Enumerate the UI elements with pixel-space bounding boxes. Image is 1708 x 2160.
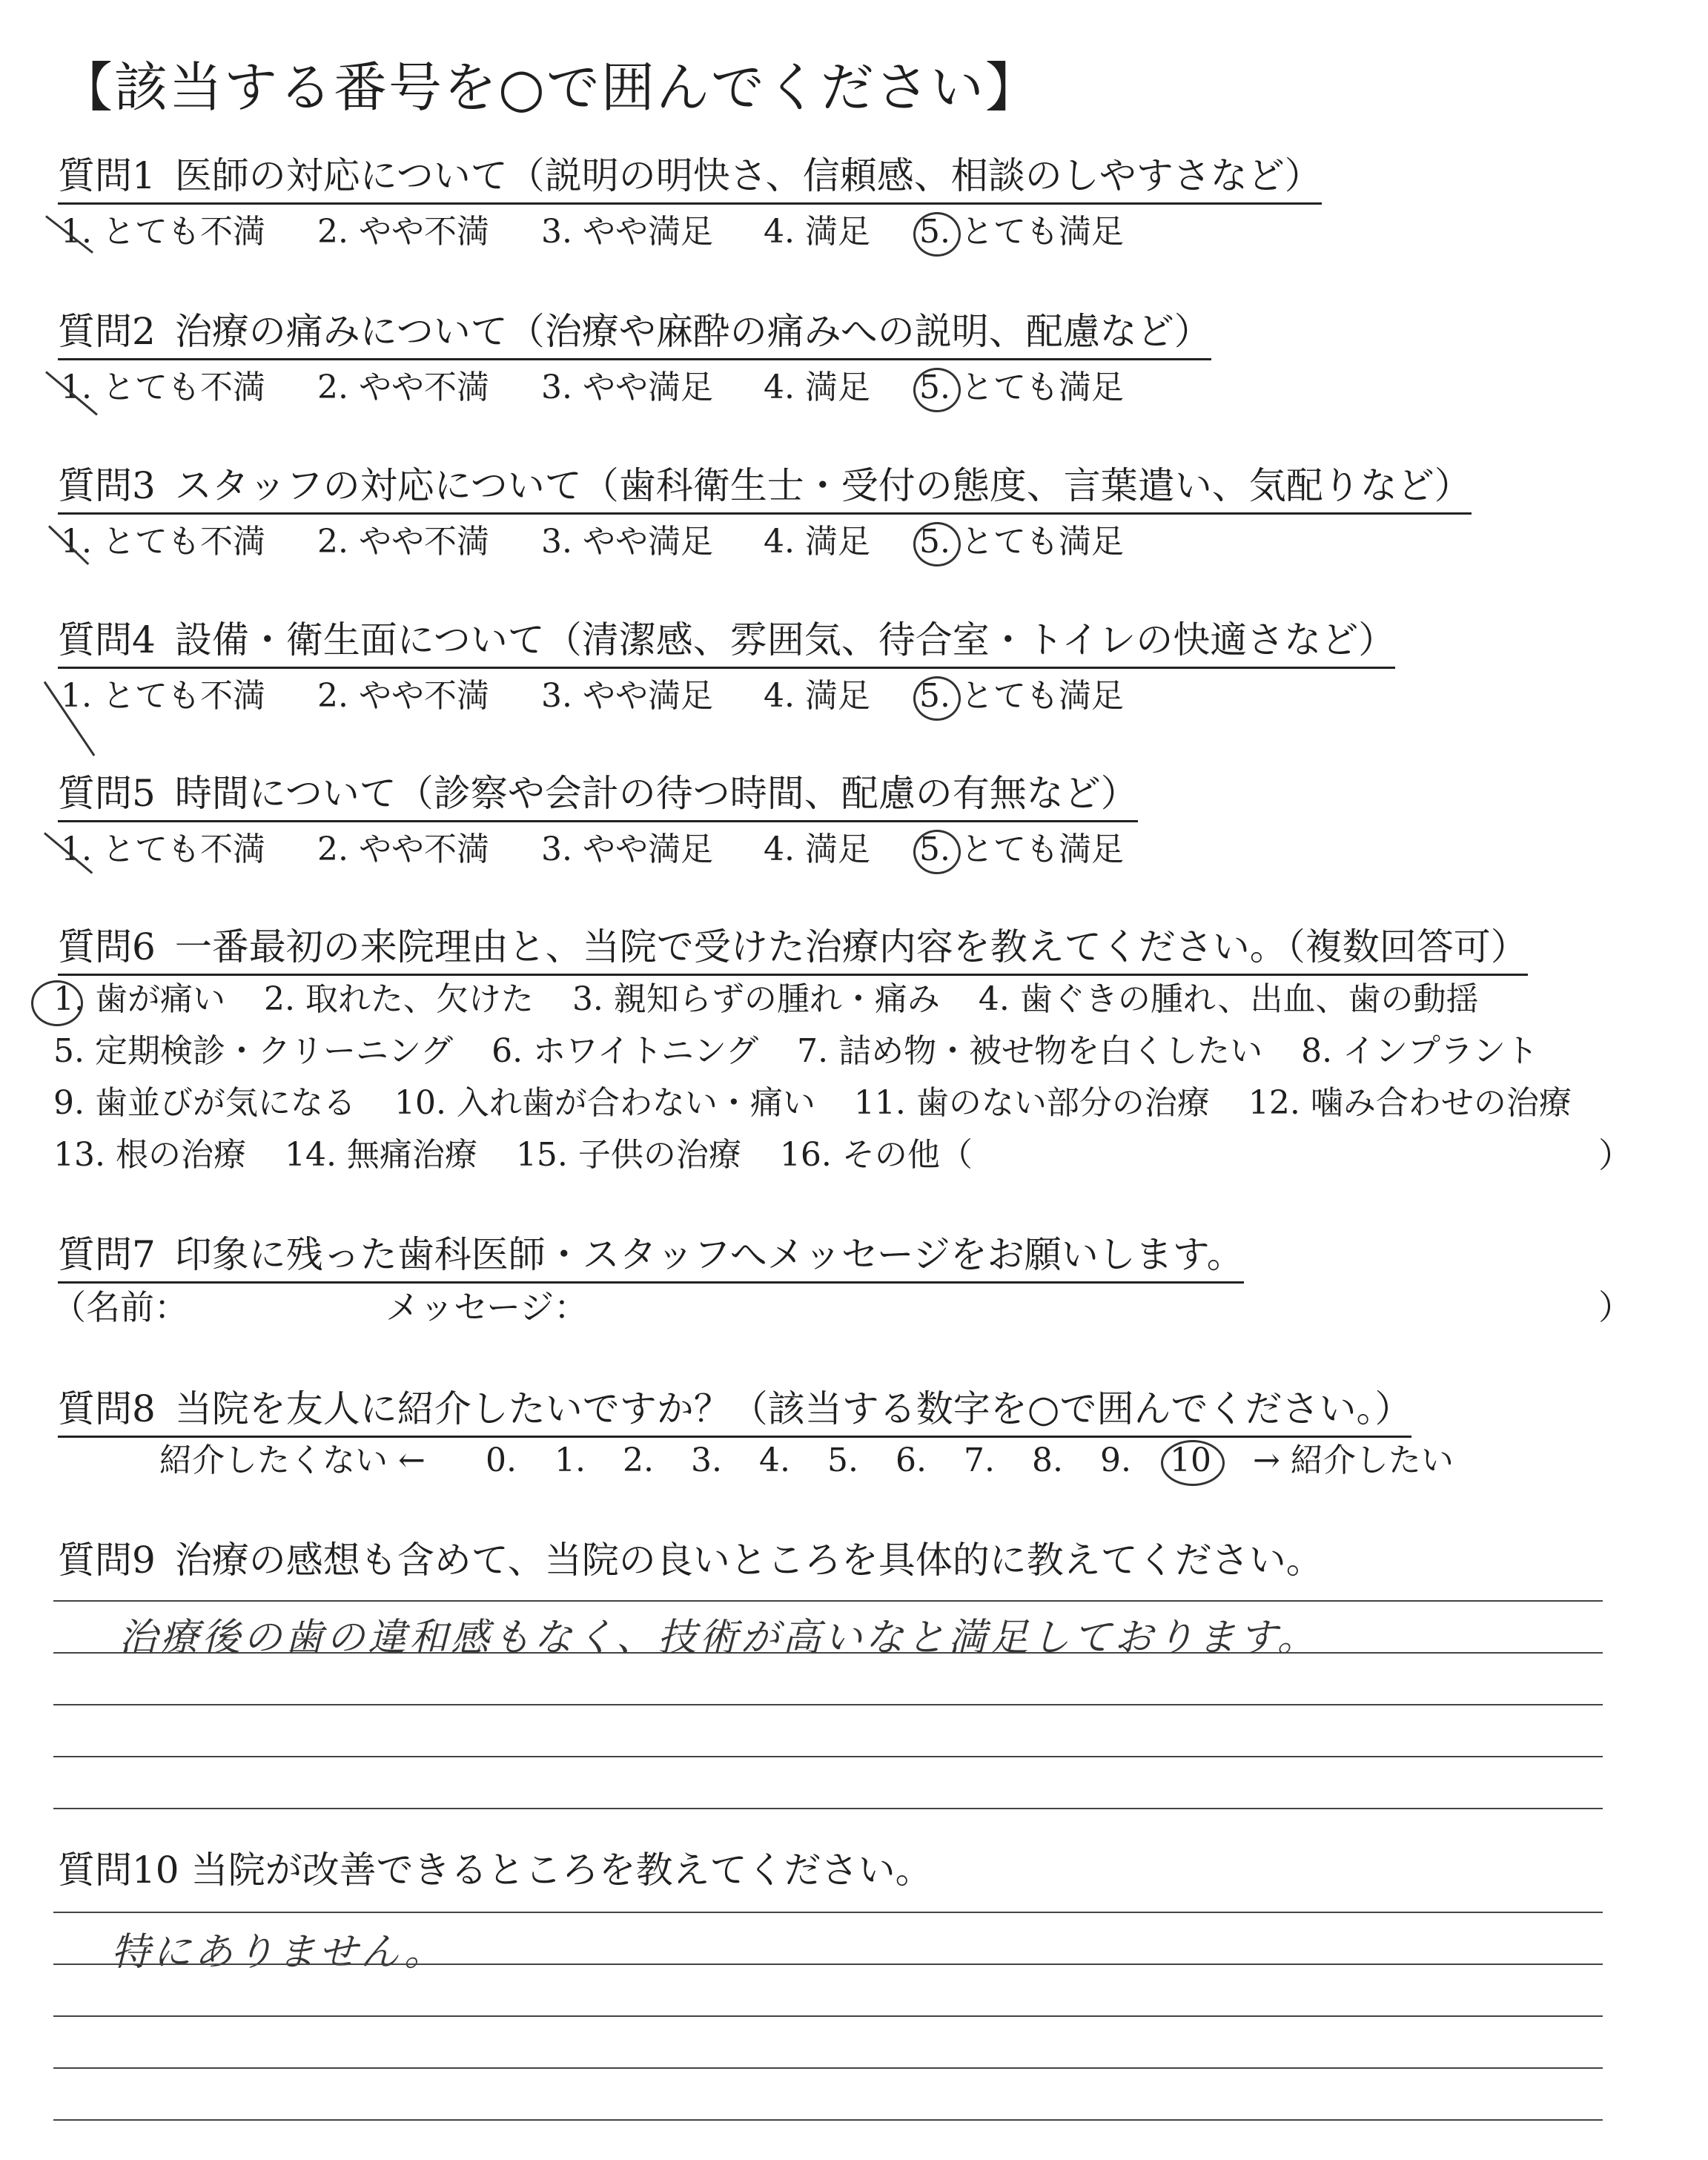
q6-item-13[interactable]: 13. 根の治療 <box>53 1136 246 1174</box>
q6-selected-circle <box>31 980 83 1026</box>
q6-item-11[interactable]: 11. 歯のない部分の治療 <box>853 1084 1210 1122</box>
q6-item-3[interactable]: 3. 親知らずの腫れ・痛み <box>572 980 940 1018</box>
q9-line-5 <box>53 1808 1603 1809</box>
q5-option-1[interactable]: 1. とても不満 <box>61 830 265 868</box>
q9-line-3 <box>53 1704 1603 1705</box>
q3-option-1[interactable]: 1. とても不満 <box>61 523 265 561</box>
question-8 <box>58 1385 1411 1438</box>
q6-item-5[interactable]: 5. 定期検診・クリーニング <box>53 1032 454 1070</box>
q9-line-2 <box>53 1652 1603 1654</box>
q10-line-2 <box>53 1964 1603 1965</box>
question-1-label: 質問1 <box>58 154 156 197</box>
q6-item-10[interactable]: 10. 入れ歯が合わない・痛い <box>394 1084 815 1122</box>
q6-row-4 <box>53 1135 1001 1176</box>
question-6-text: 一番最初の来院理由と、当院で受けた治療内容を教えてください。（複数回答可） <box>174 925 1528 968</box>
q8-scale-8[interactable]: 8. <box>1032 1441 1063 1479</box>
q4-option-1[interactable]: 1. とても不満 <box>61 677 265 715</box>
q1-option-1[interactable]: 1. とても不満 <box>61 213 265 251</box>
q6-item-8[interactable]: 8. インプラント <box>1301 1032 1539 1070</box>
question-1 <box>58 152 1322 205</box>
q1-option-3[interactable]: 3. やや満足 <box>541 213 713 251</box>
question-6 <box>58 923 1528 976</box>
q10-handwritten-answer: 特にありません。 <box>111 1930 446 1975</box>
question-3 <box>58 462 1472 515</box>
q8-scale-4[interactable]: 4. <box>759 1441 790 1479</box>
question-5-text: 時間について（診察や会計の待つ時間、配慮の有無など） <box>174 772 1138 815</box>
q6-other-close-paren: ） <box>1598 1135 1632 1175</box>
q6-item-15[interactable]: 15. 子供の治療 <box>515 1136 741 1174</box>
question-9 <box>58 1536 1323 1584</box>
q3-option-3[interactable]: 3. やや満足 <box>541 523 713 561</box>
question-2-text: 治療の痛みについて（治療や麻酔の痛みへの説明、配慮など） <box>174 310 1211 353</box>
q8-scale-5[interactable]: 5. <box>827 1441 858 1479</box>
q7-close-paren: ） <box>1598 1287 1632 1327</box>
q3-selected-circle <box>913 522 961 567</box>
q6-item-7[interactable]: 7. 詰め物・被せ物を白くしたい <box>797 1032 1263 1070</box>
q1-option-4[interactable]: 4. 満足 <box>764 213 870 251</box>
question-7 <box>58 1231 1244 1284</box>
q10-line-3 <box>53 2015 1603 2017</box>
question-2-label: 質問2 <box>58 310 156 353</box>
q8-scale-6[interactable]: 6. <box>896 1441 927 1479</box>
q6-item-9[interactable]: 9. 歯並びが気になる <box>53 1084 356 1122</box>
q2-option-1[interactable]: 1. とても不満 <box>61 369 265 406</box>
q8-scale-9[interactable]: 9. <box>1100 1441 1131 1479</box>
q10-line-5 <box>53 2119 1603 2121</box>
q4-selected-circle <box>913 676 961 721</box>
q8-scale-10[interactable]: 10 <box>1170 1441 1211 1479</box>
q6-item-6[interactable]: 6. ホワイトニング <box>491 1032 759 1070</box>
question-9-label: 質問9 <box>58 1539 156 1582</box>
q2-option-5[interactable]: 5. とても満足 <box>919 369 1124 406</box>
q6-row-2 <box>53 1031 1566 1072</box>
q4-option-2[interactable]: 2. やや不満 <box>317 677 489 715</box>
q1-option-5[interactable]: 5. とても満足 <box>919 213 1124 251</box>
q2-option-3[interactable]: 3. やや満足 <box>541 369 713 406</box>
q6-item-12[interactable]: 12. 噛み合わせの治療 <box>1248 1084 1572 1122</box>
q6-item-14[interactable]: 14. 無痛治療 <box>284 1136 477 1174</box>
question-3-text: スタッフの対応について（歯科衛生士・受付の態度、言葉遣い、気配りなど） <box>174 464 1472 507</box>
question-7-label: 質問7 <box>58 1233 156 1276</box>
q5-option-2[interactable]: 2. やや不満 <box>317 830 489 868</box>
question-9-text: 治療の感想も含めて、当院の良いところを具体的に教えてください。 <box>174 1539 1323 1582</box>
form-title: 【該当する番号を○で囲んでください】 <box>59 56 1040 119</box>
q3-option-5[interactable]: 5. とても満足 <box>919 523 1124 561</box>
q6-item-4[interactable]: 4. 歯ぐきの腫れ、出血、歯の動揺 <box>978 980 1479 1018</box>
q1-option-2[interactable]: 2. やや不満 <box>317 213 489 251</box>
q4-option-3[interactable]: 3. やや満足 <box>541 677 713 715</box>
question-8-label: 質問8 <box>58 1387 156 1430</box>
q4-option-5[interactable]: 5. とても満足 <box>919 677 1124 715</box>
q10-line-4 <box>53 2067 1603 2069</box>
q5-option-3[interactable]: 3. やや満足 <box>541 830 713 868</box>
q3-option-4[interactable]: 4. 満足 <box>764 523 870 561</box>
q4-option-4[interactable]: 4. 満足 <box>764 677 870 715</box>
q10-line-1 <box>53 1912 1603 1913</box>
question-4-text: 設備・衛生面について（清潔感、雰囲気、待合室・トイレの快適さなど） <box>174 618 1396 661</box>
q8-scale-0[interactable]: 0. <box>486 1441 517 1479</box>
question-6-label: 質問6 <box>58 925 156 968</box>
q2-option-2[interactable]: 2. やや不満 <box>317 369 489 406</box>
q8-scale-1[interactable]: 1. <box>555 1441 586 1479</box>
q6-item-16[interactable]: 16. その他（ <box>779 1136 973 1174</box>
question-4 <box>58 616 1395 669</box>
question-7-text: 印象に残った歯科医師・スタッフへメッセージをお願いします。 <box>174 1233 1244 1276</box>
q3-option-2[interactable]: 2. やや不満 <box>317 523 489 561</box>
q8-scale-3[interactable]: 3. <box>691 1441 722 1479</box>
q2-option-4[interactable]: 4. 満足 <box>764 369 870 406</box>
q6-row-1 <box>53 979 1507 1020</box>
q6-row-3 <box>53 1083 1600 1124</box>
question-2 <box>58 308 1211 360</box>
q7-name-label: （名前： <box>52 1287 188 1327</box>
question-4-label: 質問4 <box>58 618 156 661</box>
question-10 <box>58 1846 933 1894</box>
q7-message-label: メッセージ： <box>385 1287 589 1327</box>
question-8-text: 当院を友人に紹介したいですか？（該当する数字を○で囲んでください。） <box>174 1387 1412 1430</box>
q1-selected-circle <box>913 212 961 257</box>
q9-line-4 <box>53 1756 1603 1757</box>
question-5 <box>58 770 1138 822</box>
q6-item-1[interactable]: 1. 歯が痛い <box>53 980 225 1018</box>
q9-handwritten-answer: 治療後の歯の違和感もなく、技術が高いなと満足しております。 <box>119 1616 1319 1660</box>
question-10-label: 質問10 <box>58 1849 179 1892</box>
q6-item-2[interactable]: 2. 取れた、欠けた <box>263 980 534 1018</box>
q8-left-label: 紹介したくない ← <box>159 1441 426 1479</box>
question-3-label: 質問3 <box>58 464 156 507</box>
q8-scale-2[interactable]: 2. <box>623 1441 654 1479</box>
q5-selected-circle <box>913 830 961 874</box>
question-1-text: 医師の対応について（説明の明快さ、信頼感、相談のしやすさなど） <box>174 154 1322 197</box>
q2-selected-circle <box>913 368 961 412</box>
question-10-text: 当院が改善できるところを教えてください。 <box>191 1849 933 1892</box>
q9-line-1 <box>53 1600 1603 1602</box>
q8-scale-7[interactable]: 7. <box>964 1441 995 1479</box>
q5-option-5[interactable]: 5. とても満足 <box>919 830 1124 868</box>
q8-right-label: → 紹介したい <box>1253 1441 1454 1479</box>
question-5-label: 質問5 <box>58 772 156 815</box>
q5-option-4[interactable]: 4. 満足 <box>764 830 870 868</box>
q8-selected-circle <box>1161 1440 1225 1486</box>
